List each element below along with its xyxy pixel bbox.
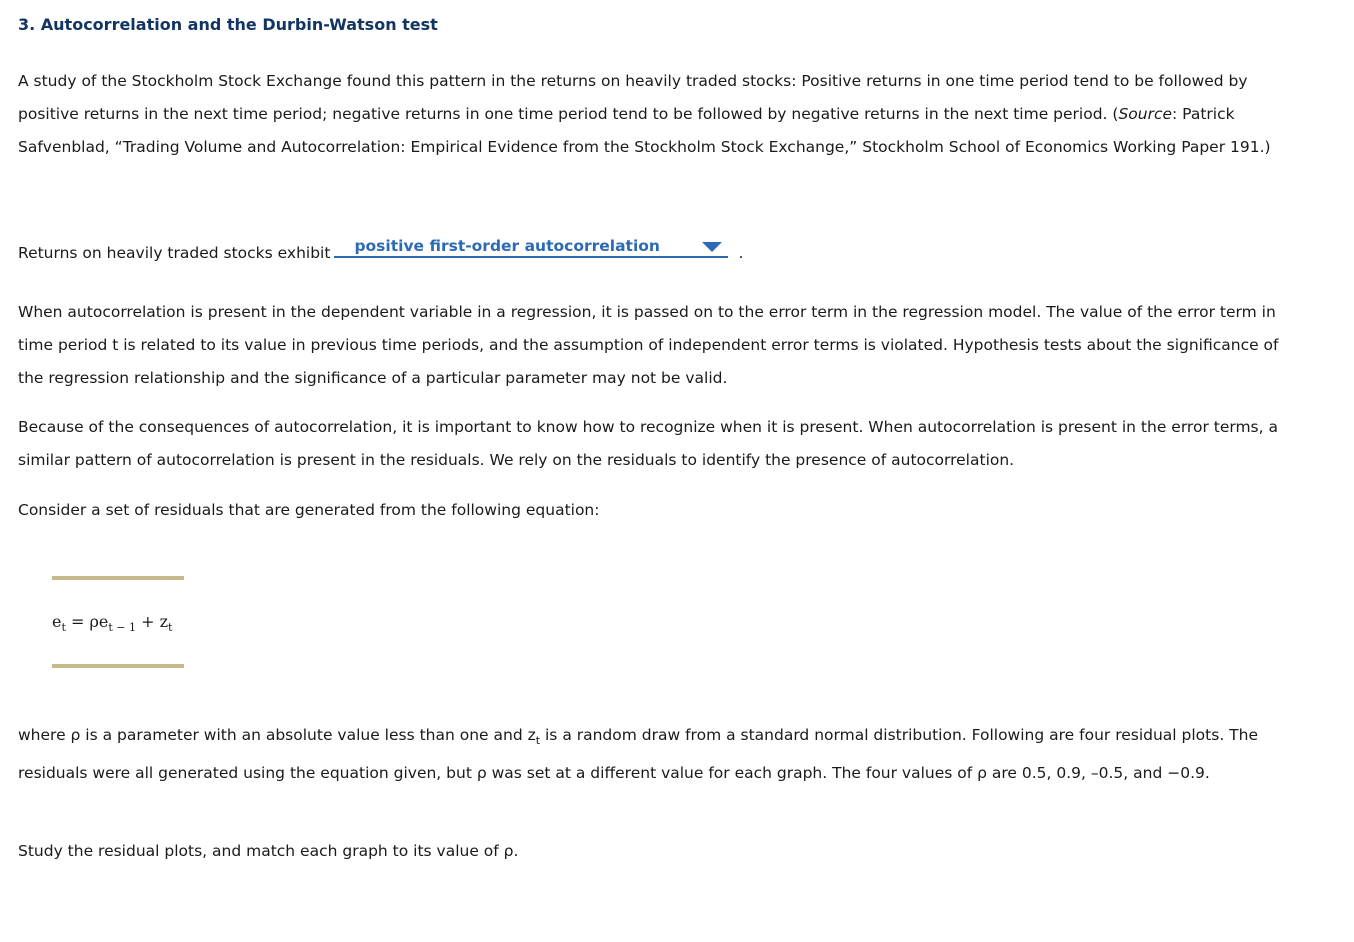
- question-prompt: Returns on heavily traded stocks exhibit: [18, 244, 331, 262]
- equation-top-rule: [52, 576, 184, 580]
- intro-paragraph: [18, 65, 1298, 164]
- equation-equals: =: [65, 612, 90, 631]
- where-z-subscript: t: [535, 734, 541, 747]
- intro-text-before-source: A study of the Stockholm Stock Exchange found this pattern in the returns on heavily traded stocks: Positive returns in one time period tend to be followed by positive returns in the next time period; negative returns in one time period tend to be followed by negative returns in the next time period. (: [18, 72, 1248, 123]
- dropdown-selected-value: positive first-order autocorrelation: [354, 237, 660, 255]
- equation-rho-subscript: t − 1: [108, 621, 136, 635]
- equation-z-subscript: t: [168, 621, 173, 635]
- consider-paragraph: Consider a set of residuals that are generated from the following equation:: [18, 501, 600, 519]
- study-paragraph: Study the residual plots, and match each graph to its value of ρ.: [18, 842, 519, 860]
- equation-box: [52, 576, 184, 670]
- equation-lhs: e: [52, 612, 62, 631]
- where-text-part2: is a random draw from a standard normal distribution. Following are four residual plots. The residuals were all generated using the equation given, but ρ was set at a different value for each graph. The four values of ρ are 0.5, 0.9, –0.5, and −0.9.: [18, 726, 1258, 782]
- autocorrelation-paragraph: When autocorrelation is present in the dependent variable in a regression, it is passed on to the error term in the regression model. The value of the error term in time period t is related to its value in previous time periods, and the assumption of independent error terms is violated. Hypothesis tests about the significance of the regression relationship and the significance of a particular parameter may not be valid.: [18, 303, 1279, 387]
- section-title: 3. Autocorrelation and the Durbin-Watson test: [18, 15, 438, 34]
- chevron-down-icon: [702, 242, 722, 252]
- consequences-paragraph: Because of the consequences of autocorrelation, it is important to know how to recognize when it is present. When autocorrelation is present in the error terms, a similar pattern of autocorrelation is present in the residuals. We rely on the residuals to identify the presence of autocorrelation.: [18, 418, 1278, 469]
- equation-rho-term: ρe: [89, 612, 109, 631]
- equation-z-term: + z: [135, 612, 168, 631]
- intro-text-after-source: : Patrick Safvenblad, “Trading Volume and Autocorrelation: Empirical Evidence from the Stockholm Stock Exchange,” Stockholm School of Economics Working Paper 191.): [18, 105, 1271, 156]
- where-text-part1: where ρ is a parameter with an absolute value less than one and z: [18, 726, 536, 744]
- question-trailing-period: .: [738, 244, 744, 262]
- question-line: [18, 230, 1298, 270]
- source-label: Source: [1118, 105, 1173, 123]
- residual-equation: [52, 612, 172, 634]
- where-paragraph: [18, 719, 1298, 790]
- autocorrelation-dropdown[interactable]: [334, 230, 728, 258]
- equation-bottom-rule: [52, 664, 184, 668]
- equation-lhs-subscript: t: [61, 621, 66, 635]
